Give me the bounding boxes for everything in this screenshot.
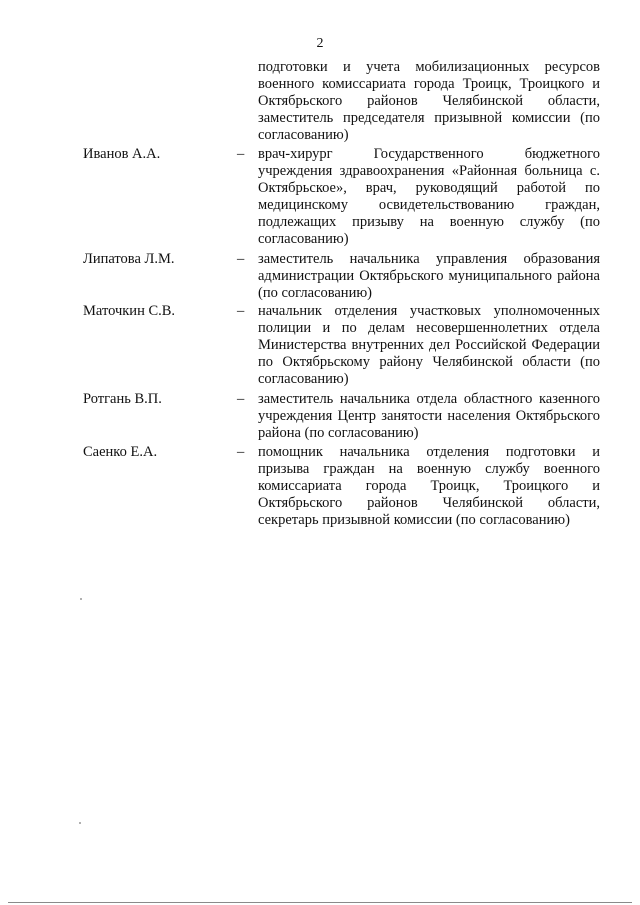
page-number: 2 <box>316 36 324 51</box>
dash-separator: – <box>237 391 245 407</box>
member-name: Иванов А.А. <box>83 146 161 162</box>
member-description: заместитель начальника управления образования администрации Октябрьского муниципального района (по согласованию) <box>258 251 600 301</box>
member-description: начальник отделения участковых уполномоченных полиции и по делам несовершеннолетних отдела Министерства внутренних дел Российской Федерации по Октябрьскому району Челябинской области (по согласованию) <box>258 303 600 387</box>
member-description: помощник начальника отделения подготовки и призыва граждан на военную службу военного комиссариата города Троицк, Троицкого и Октябрьского районов Челябинской области, секретарь призывной комиссии (по согласованию) <box>258 444 600 528</box>
member-name: Липатова Л.М. <box>83 251 175 267</box>
member-description: заместитель начальника отдела областного казенного учреждения Центр занятости населения Октябрьского района (по согласованию) <box>258 391 600 441</box>
dash-separator: – <box>237 251 245 267</box>
dash-separator: – <box>237 444 245 460</box>
member-description: врач-хирург Государственного бюджетного учреждения здравоохранения «Районная больница с. Октябрьское», врач, руководящий работой по медицинскому освидетельствованию граждан, подлежащих призыву на военную службу (по согласованию) <box>258 146 600 247</box>
scan-speck <box>80 598 82 600</box>
scan-speck <box>79 822 81 824</box>
member-name: Маточкин С.В. <box>83 303 176 319</box>
continued-description: подготовки и учета мобилизационных ресурсов военного комиссариата города Троицк, Троицкого и Октябрьского районов Челябинской области, заместитель председателя призывной комиссии (по согласованию) <box>258 59 600 143</box>
dash-separator: – <box>237 146 245 162</box>
member-name: Ротгань В.П. <box>83 391 162 407</box>
member-name: Саенко Е.А. <box>83 444 158 460</box>
dash-separator: – <box>237 303 245 319</box>
scan-edge-line <box>8 902 632 903</box>
